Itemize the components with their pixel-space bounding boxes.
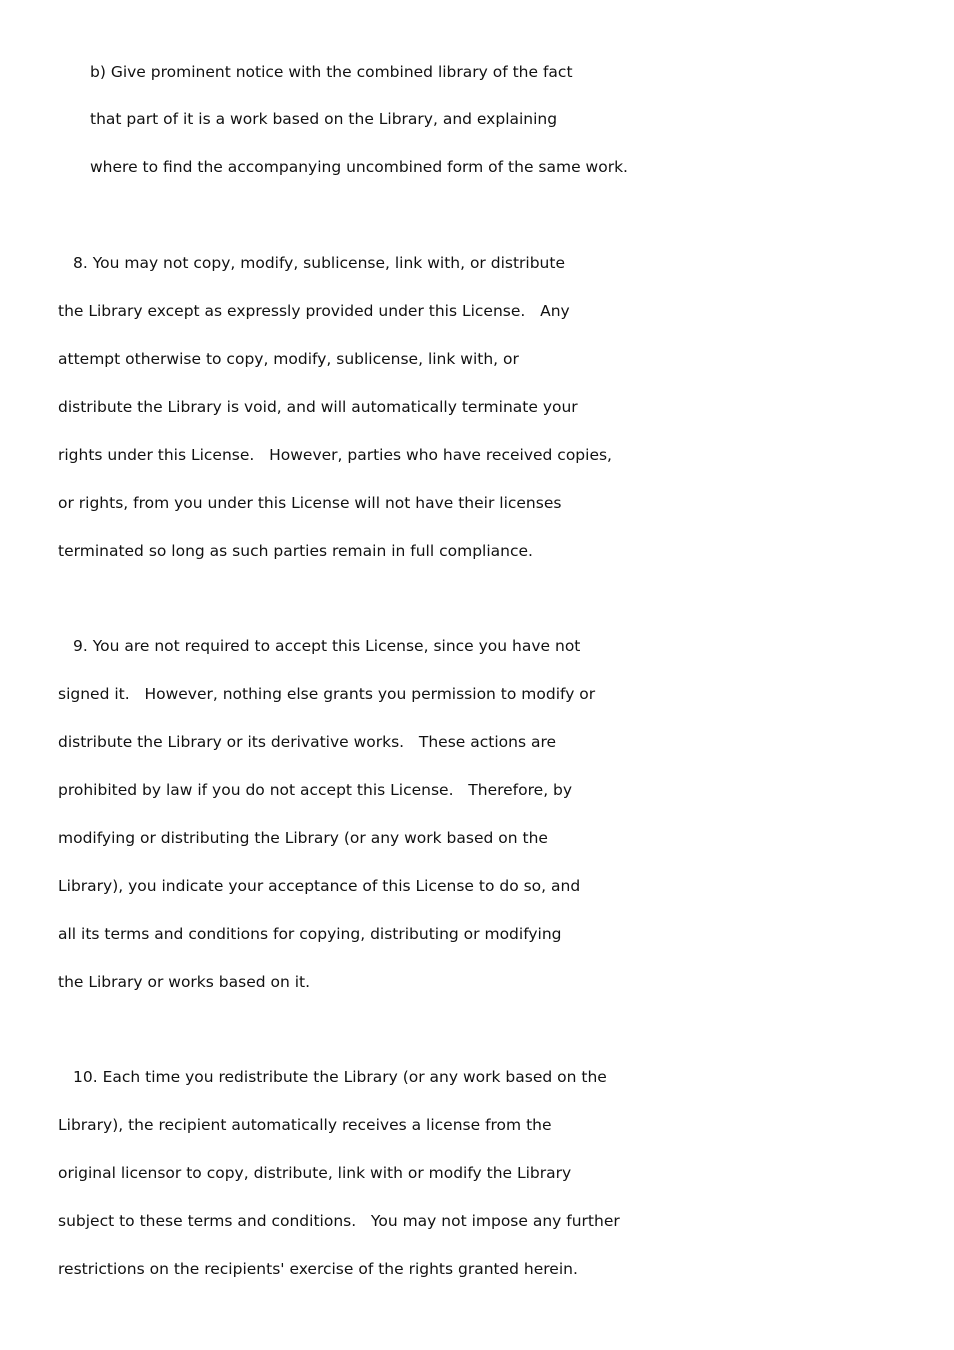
text-line: b) Give prominent notice with the combined library of the fact: [90, 63, 573, 81]
text-line: the Library or works based on it.: [58, 973, 311, 991]
text-line: or rights, from you under this License will not have their licenses: [58, 494, 562, 512]
text-line: rights under this License. However, parties who have received copies,: [58, 446, 612, 464]
text-line: Library), you indicate your acceptance of this License to do so, and: [58, 877, 581, 895]
text-line: 9. You are not required to accept this License, since you have not: [73, 637, 581, 655]
text-line: restrictions on the recipients' exercise of the rights granted herein.: [58, 1260, 578, 1278]
text-line: modifying or distributing the Library (or any work based on the: [58, 829, 548, 847]
text-line: signed it. However, nothing else grants you permission to modify or: [58, 685, 596, 703]
text-line: distribute the Library or its derivative works. These actions are: [58, 733, 557, 751]
text-line: attempt otherwise to copy, modify, sublicense, link with, or: [58, 350, 519, 368]
text-line: all its terms and conditions for copying, distributing or modifying: [58, 925, 562, 943]
text-line: 10. Each time you redistribute the Library (or any work based on the: [73, 1068, 607, 1086]
text-line: where to find the accompanying uncombined form of the same work.: [90, 158, 628, 176]
text-line: original licensor to copy, distribute, link with or modify the Library: [58, 1164, 572, 1182]
text-line: distribute the Library is void, and will automatically terminate your: [58, 398, 578, 416]
text-line: terminated so long as such parties remain in full compliance.: [58, 542, 533, 560]
text-line: the Library except as expressly provided under this License. Any: [58, 302, 570, 320]
text-line: subject to these terms and conditions. You may not impose any further: [58, 1212, 620, 1230]
text-line: that part of it is a work based on the Library, and explaining: [90, 110, 558, 128]
text-line: 8. You may not copy, modify, sublicense, link with, or distribute: [73, 254, 565, 272]
text-line: Library), the recipient automatically receives a license from the: [58, 1116, 552, 1134]
text-line: prohibited by law if you do not accept this License. Therefore, by: [58, 781, 573, 799]
